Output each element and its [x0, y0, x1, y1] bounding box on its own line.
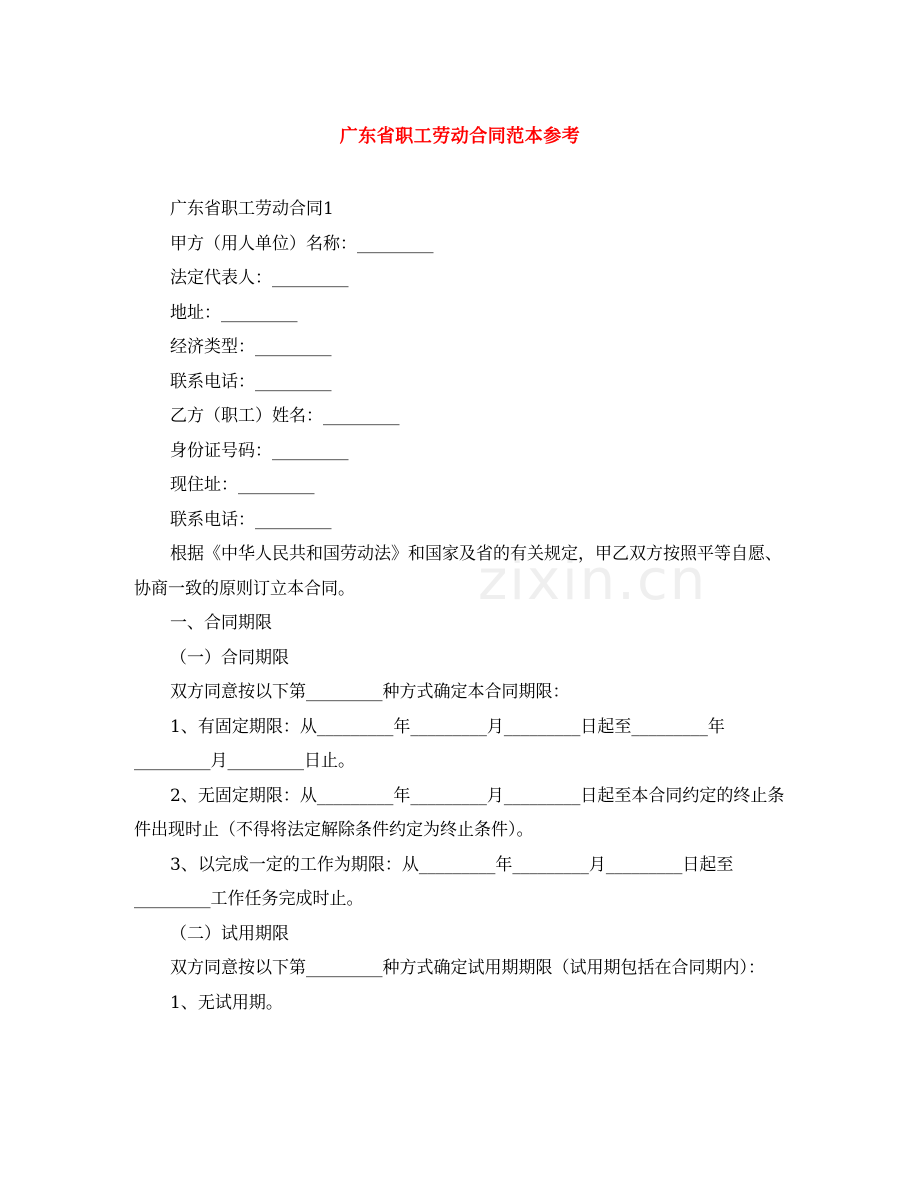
- current-address: 现住址：_________: [170, 475, 315, 495]
- party-b-phone: 联系电话：_________: [170, 509, 332, 530]
- term-intro: 双方同意按以下第_________种方式确定本合同期限：: [170, 682, 570, 702]
- document-title: 广东省职工劳动合同范本参考: [339, 126, 581, 147]
- contract-heading: 广东省职工劳动合同1: [170, 199, 334, 219]
- legal-representative: 法定代表人：_________: [170, 268, 349, 288]
- section-heading: 一、合同期限: [170, 613, 272, 633]
- probation-option-1: 1、无试用期。: [170, 992, 283, 1013]
- subsection-heading-2: （二）试用期限: [170, 923, 289, 944]
- term-option-2: 2、无固定期限：从_________年_________月_________日起至本合同约定的终止条件出现时止（不得将法定解除条件约定为终止条件）。: [134, 785, 785, 840]
- address: 地址：_________: [170, 302, 298, 323]
- term-option-3: 3、以完成一定的工作为期限：从_________年_________月_________日起至_________工作任务完成时止。: [134, 854, 734, 909]
- party-b-name: 乙方（职工）姓名：_________: [170, 406, 400, 426]
- subsection-heading: （一）合同期限: [170, 647, 289, 668]
- document-body: [134, 192, 786, 1020]
- term-option-1: 1、有固定期限：从_________年_________月_________日起至_________年_________月_________日止。: [134, 716, 725, 771]
- party-a-name: 甲方（用人单位）名称：_________: [170, 233, 434, 254]
- watermark: zixin.cn: [478, 548, 708, 613]
- economic-type: 经济类型：_________: [170, 337, 332, 357]
- party-a-phone: 联系电话：_________: [170, 371, 332, 392]
- probation-intro: 双方同意按以下第_________种方式确定试用期期限（试用期包括在合同期内）：: [170, 958, 765, 978]
- preamble-paragraph: 根据《中华人民共和国劳动法》和国家及省的有关规定，甲乙双方按照平等自愿、协商一致的原则订立本合同。: [134, 544, 782, 599]
- id-number: 身份证号码：_________: [170, 440, 349, 461]
